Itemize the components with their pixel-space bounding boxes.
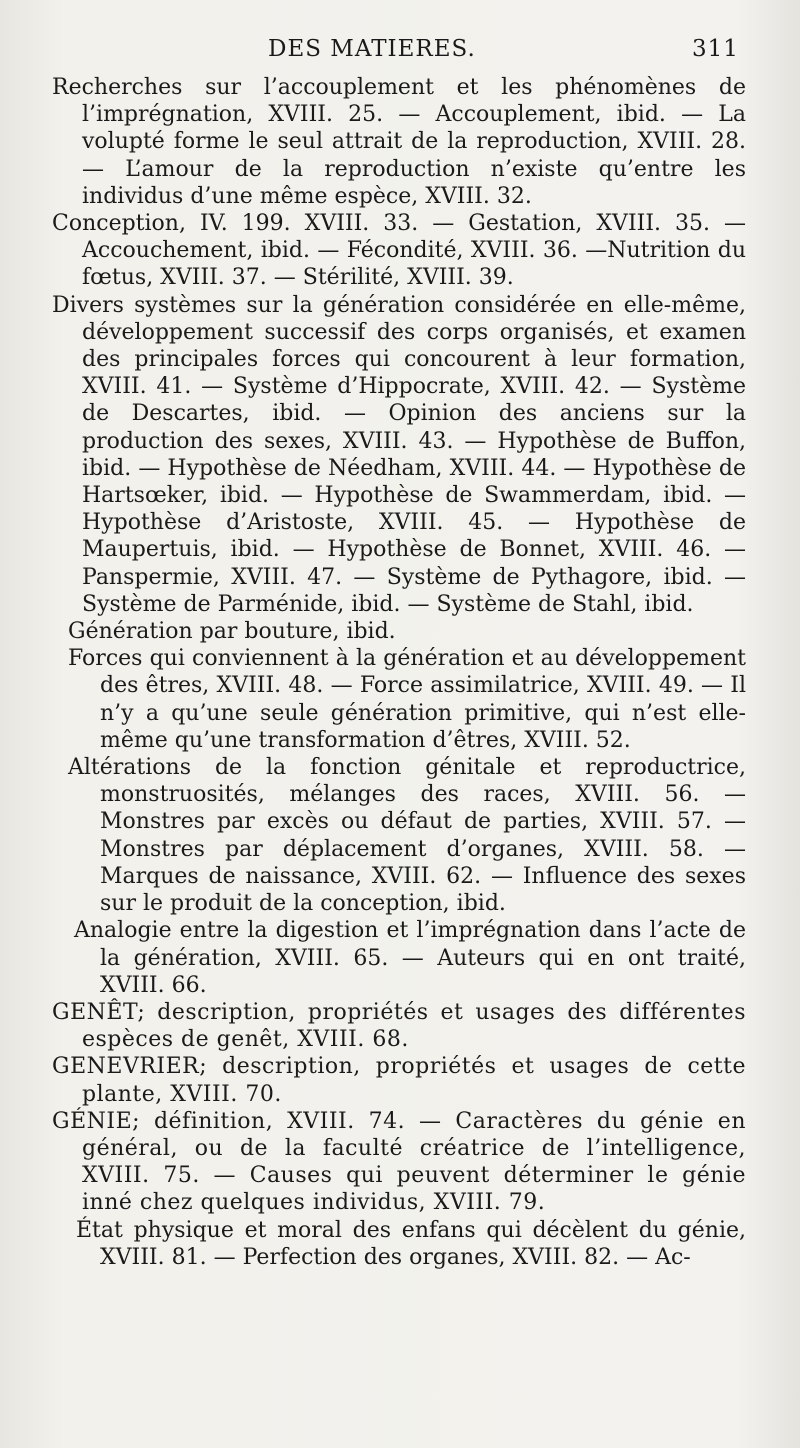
index-entry-conception: Conception, IV. 199. XVIII. 33. — Gestation, XVIII. 35. — Accouchement, ibid. — Fécondité, XVIII. 36. —Nutrition du fœtus, XVIII. 37. — Stérilité, XVIII. 39. [52, 211, 746, 291]
index-entry-forces: Forces qui conviennent à la génération et au développement des êtres, XVIII. 48. — Force assimilatrice, XVIII. 49. — Il n’y a qu’une seule génération primitive, qui n’est elle-même qu’une transformation d’êtres, XVIII. 52. [68, 646, 746, 753]
page-header [0, 36, 800, 70]
page-number: 311 [692, 36, 739, 62]
index-entry-etat-physique: État physique et moral des enfans qui décèlent du génie, XVIII. 81. — Perfection des organes, XVIII. 82. — Ac- [76, 1217, 746, 1270]
index-entry-genet: GENÊT; description, propriétés et usages des différentes espèces de genêt, XVIII. 68. [52, 999, 746, 1053]
index-entry-alterations: Altérations de la fonction génitale et reproductrice, monstruosités, mélanges des races, XVIII. 56. — Monstres par excès ou défaut de parties, XVIII. 57. — Monstres par déplacement d’organes, XVIII. 58. — Marques de naissance, XVIII. 62. — Influence des sexes sur le produit de la conception, ibid. [68, 755, 746, 917]
index-entry-genie: GÉNIE; définition, XVIII. 74. — Caractères du génie en général, ou de la faculté créatrice de l’intelligence, XVIII. 75. — Causes qui peuvent déterminer le génie inné chez quelques individus, XVIII. 79. [52, 1108, 746, 1216]
index-entry-divers-systemes: Divers systèmes sur la génération considérée en elle-même, développement successif des corps organisés, et examen des principales forces qui concourent à leur formation, XVIII. 41. — Système d’Hippocrate, XVIII. 42. — Système de Descartes, ibid. — Opinion des anciens sur la production des sexes, XVIII. 43. — Hypothèse de Buffon, ibid. — Hypothèse de Néedham, XVIII. 44. — Hypothèse de Hartsœker, ibid. — Hypothèse de Swammerdam, ibid. — Hypothèse d’Aristoste, XVIII. 45. — Hypothèse de Maupertuis, ibid. — Hypothèse de Bonnet, XVIII. 46. — Panspermie, XVIII. 47. — Système de Pythagore, ibid. — Système de Parménide, ibid. — Système de Stahl, ibid. [52, 292, 746, 617]
index-entry-generation-bouture: Génération par bouture, ibid. [68, 619, 396, 645]
index-body [52, 74, 746, 1271]
running-title: DES MATIERES. [268, 36, 476, 62]
index-entry-genevrier: GENEVRIER; description, propriétés et usages de cette plante, XVIII. 70. [52, 1054, 746, 1107]
index-entry-recherches: Recherches sur l’accouplement et les phénomènes de l’imprégnation, XVIII. 25. — Accouplement, ibid. — La volupté forme le seul attrait de la reproduction, XVIII. 28. — L’amour de la reproduction n’existe qu’entre les individus d’une même espèce, XVIII. 32. [52, 75, 746, 209]
index-entry-analogie: Analogie entre la digestion et l’imprégnation dans l’acte de la génération, XVIII. 65. — Auteurs qui en ont traité, XVIII. 66. [74, 918, 746, 998]
